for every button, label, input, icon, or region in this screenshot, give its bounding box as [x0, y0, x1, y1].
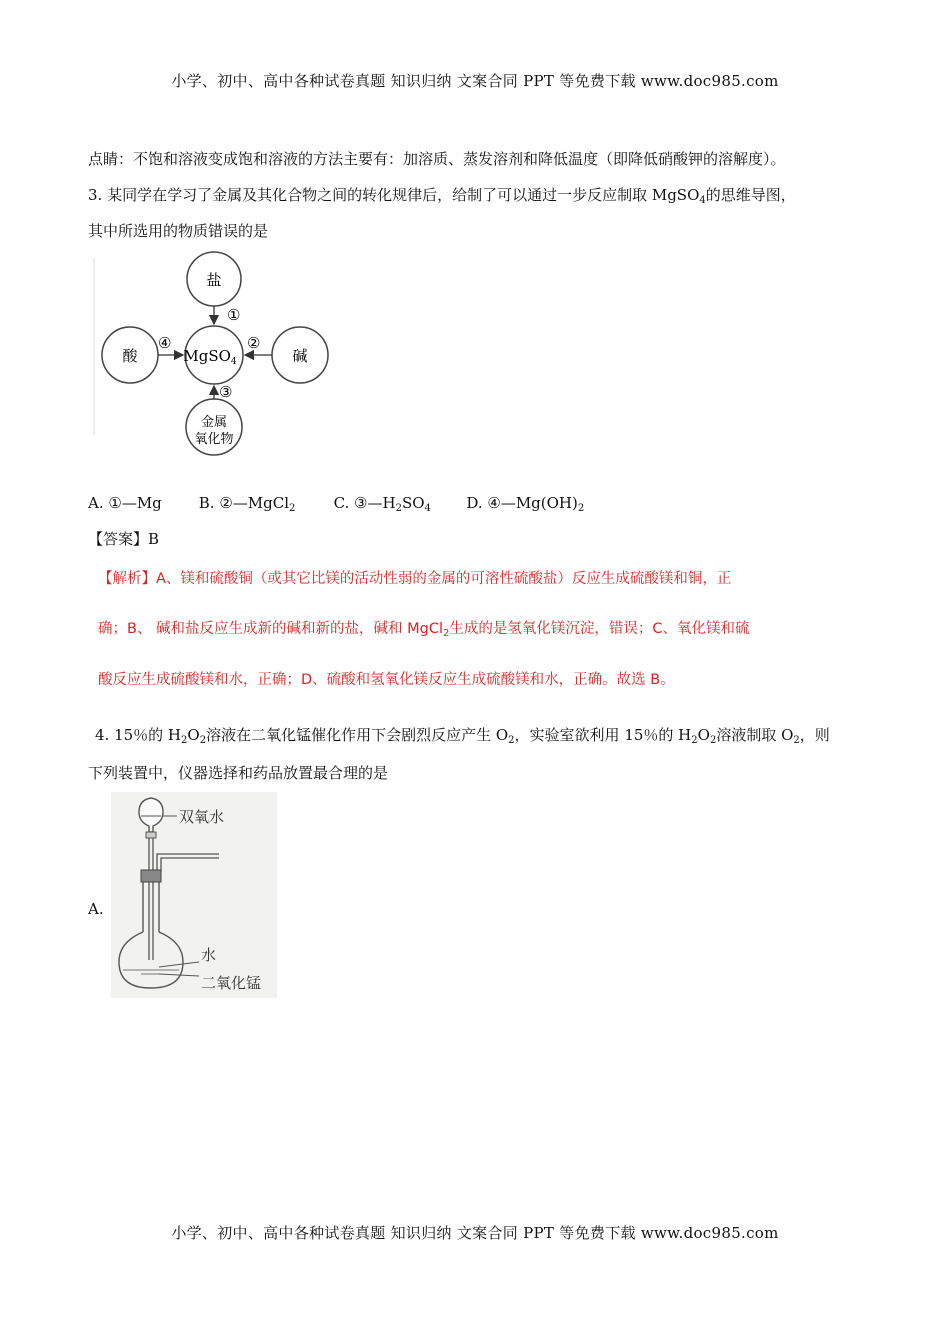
q3-stem-line1: 3. 某同学在学习了金属及其化合物之间的转化规律后，给制了可以通过一步反应制取 MgSO$_4$的思维导图， — [88, 186, 796, 206]
node-base-label: 碱 — [292, 347, 308, 365]
analysis-line1: 【解析】A、镁和硫酸铜（或其它比镁的活动性弱的金属的可溶性硫酸盐）反应生成硫酸镁和铜，正 — [98, 571, 732, 587]
apparatus-a-figure — [111, 792, 277, 998]
node-metal-oxide-line1: 金属 — [200, 415, 228, 430]
label-mno2: 二氧化锰 — [201, 974, 262, 992]
node-metal-oxide-line2: 氧化物 — [194, 432, 234, 447]
q4-stem-line2: 下列装置中，仪器选择和药品放置最合理的是 — [88, 764, 389, 782]
q4-stem-line1: 4. 15％的 $H_2O_2$溶液在二氧化锰催化作用下会剧烈反应产生 $O_2$，实验室欲利用 15％的 $H_2O_2$溶液制取 $O_2$，则 — [95, 726, 830, 746]
label-2: ② — [247, 334, 261, 352]
node-salt-label: 盐 — [206, 271, 222, 289]
label-water: 水 — [201, 946, 217, 964]
page-header: 小学、初中、高中各种试卷真题 知识归纳 文案合同 PPT 等免费下载 www.doc985.com — [171, 72, 779, 90]
analysis-line2: 确；B、 碱和盐反应生成新的碱和新的盐，碱和 MgCl$_2$生成的是氢氧化镁沉淀，错误；C、氧化镁和硫 — [98, 621, 750, 639]
q3-answer: 【答案】B — [88, 530, 160, 548]
dianjing-note: 点睛：不饱和溶液变成饱和溶液的方法主要有：加溶质、蒸发溶剂和降低温度（即降低硝酸钾的溶解度）。 — [88, 150, 786, 168]
label-1: ① — [227, 306, 241, 324]
node-acid-label: 酸 — [122, 347, 138, 365]
label-3: ③ — [219, 383, 233, 401]
mgso4-mind-map — [92, 250, 342, 460]
option-c: C. $③—H_2SO_4$ — [333, 494, 431, 514]
q3-stem-line2: 其中所选用的物质错误的是 — [88, 222, 269, 240]
node-mgso4-label: MgSO$_4$ — [183, 347, 237, 367]
option-d: D. $④—Mg(OH)_2$ — [466, 494, 585, 514]
analysis-line3: 酸反应生成硫酸镁和水，正确；D、硫酸和氢氧化镁反应生成硫酸镁和水，正确。故选 B。 — [98, 672, 675, 688]
label-h2o2: 双氧水 — [179, 808, 225, 826]
option-b: B. ②—MgCl$_2$ — [198, 494, 296, 514]
label-4: ④ — [158, 334, 172, 352]
option-a: A. ①—Mg — [88, 494, 162, 512]
page-footer: 小学、初中、高中各种试卷真题 知识归纳 文案合同 PPT 等免费下载 www.doc985.com — [171, 1224, 779, 1242]
q4-option-a-label: A. — [88, 900, 104, 918]
q3-options — [88, 494, 584, 514]
stopper — [141, 870, 161, 882]
